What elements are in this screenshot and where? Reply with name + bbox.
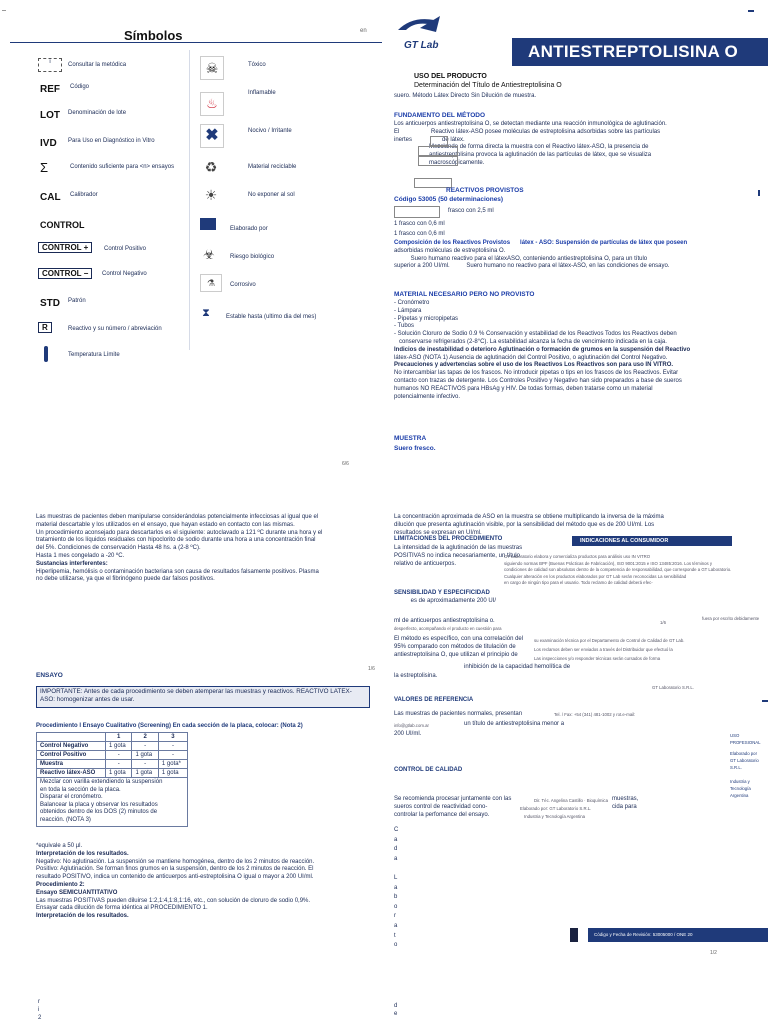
- table-cell: 1 gota: [106, 742, 132, 751]
- table-header: 3: [158, 733, 187, 742]
- frasco-2: 1 frasco con 0,6 ml: [394, 221, 445, 227]
- table-header-row: [37, 733, 188, 742]
- symbol-std-label: Patrón: [68, 298, 86, 304]
- factory-icon: [200, 218, 216, 230]
- muestras-intro: [36, 514, 376, 584]
- fund-line-5: macroscópicamente.: [394, 159, 485, 166]
- symbol-control-pos-code: CONTROL +: [38, 242, 92, 253]
- recycle-icon: ♻: [204, 159, 218, 175]
- gt-laboratorio-line: GT Laboratorio S.R.L.: [652, 685, 694, 690]
- uso-title: USO DEL PRODUCTO: [414, 73, 487, 80]
- symbols-panel: [0, 0, 384, 490]
- symbol-estable-label: Estable hasta (ultimo dia del mes): [226, 314, 317, 320]
- symbol-inflamable-label: Inflamable: [248, 90, 276, 96]
- comp-line-1: adsorbidas moléculas de estreptolisina O.: [394, 247, 506, 254]
- side-line: S.R.L.: [730, 765, 742, 770]
- symbol-elaborado-label: Elaborado por: [230, 226, 268, 232]
- accent-tick-side: [758, 190, 760, 196]
- flame-icon: ♨: [200, 92, 224, 116]
- dark-marker: [570, 928, 578, 942]
- table-cell: -: [106, 760, 132, 769]
- mini-page: 1/6: [660, 620, 666, 625]
- contact-line: Tel. / Fax: +54 (341) 481-1002 y rot.e-mail:: [554, 712, 636, 717]
- fund-line-4: antiestreptolisina provoca la aglutinación de las partículas de látex, que se visualiza: [394, 152, 652, 159]
- symbol-ivd-label: Para Uso en Diagnóstico in Vitro: [68, 138, 155, 144]
- calidad-line-0: Se recomienda procesar juntamente con las: [394, 796, 512, 802]
- after-line-9: Interpretación de los resultados.: [36, 913, 129, 920]
- mat-line-10: contacto con trazas de detergente. Los Controles Positivo y Negativo han sido preparados a base de sueros: [394, 377, 682, 384]
- table-header: 1: [106, 733, 132, 742]
- side-line: Argentina: [730, 793, 749, 798]
- fund-line-0: Los anticuerpos antiestreptolisina O, se detectan mediante una reacción inmunológica de aglutinación.: [394, 121, 667, 127]
- symbol-lot-label: Denominación de lote: [68, 110, 127, 116]
- corrosive-icon: ⚗: [200, 274, 222, 292]
- consumer-line-8: Las inspecciones y/o responder técnicas serán cursados de forma: [534, 656, 661, 661]
- intro-line-5: Hasta 1 mes congelado a -20 ºC.: [36, 552, 125, 559]
- uso-subtitle: Determinación del Título de Antiestreptolisina O: [414, 82, 562, 89]
- mat-line-3: - Tubos: [394, 323, 415, 330]
- footer-char: r: [38, 999, 40, 1005]
- symbol-lot-code: LOT: [40, 110, 60, 121]
- consumer-line-7: Los reclamos deben ser enviados a través del Distribuidor que efectuó la: [534, 647, 673, 652]
- table-cell: 1 gota: [132, 769, 158, 778]
- symbol-temp-label: Temperatura Límite: [68, 352, 120, 358]
- mat-line-1: - Lámpara: [394, 307, 422, 314]
- side-line: [730, 771, 766, 778]
- table-cell: -: [132, 742, 158, 751]
- consumidor-title: INDICACIONES AL CONSUMIDOR: [580, 538, 669, 544]
- after-line-0: *equivale a 50 µl.: [36, 843, 83, 849]
- bottom-left-panel: [0, 508, 384, 1024]
- symbol-ivd-code: IVD: [40, 138, 57, 149]
- elaborado-line: Elaborado por: GT Laboratorio S.R.L.: [520, 806, 592, 811]
- consumer-info-2: [394, 626, 694, 633]
- after-line-5: Procedimiento 2:: [36, 881, 85, 888]
- bottom-right-panel: [384, 508, 768, 1024]
- symbols-header-bar: [10, 26, 382, 43]
- table-cell: 1 gota: [106, 769, 132, 778]
- consumer-info: [504, 554, 734, 587]
- product-title: ANTIESTREPTOLISINA O: [528, 42, 739, 61]
- footer-chars-bl: [38, 998, 41, 1022]
- symbols-divider: [189, 50, 190, 350]
- fund-line-2: inertes de látex.: [394, 136, 465, 143]
- symbol-control-neg-label: Control Negativo: [102, 271, 147, 277]
- intro-line-0: Las muestras de pacientes deben manipularse considerándolas potencialmente infecciosas al igual que el: [36, 514, 319, 520]
- consumer-line-2: condiciones de calidad son absolutos dentro de la competencia de responsabilidad, que corresponde a GT Laboratorio.: [504, 567, 732, 572]
- table-cell: Muestra: [37, 760, 106, 769]
- vchar: o: [394, 903, 398, 910]
- comp-line-2: Suero humano reactivo para el látexASO, conteniendo antiestreptolisina O, para un título: [394, 255, 648, 262]
- fund-line-1: El Reactivo látex-ASO posee moléculas de estreptolisina adsorbidas sobre las partículas: [394, 128, 661, 135]
- side-line: USO PROFESIONAL: [730, 733, 761, 745]
- vchar: C: [394, 827, 399, 833]
- footer-char: e: [394, 1011, 398, 1017]
- muestra-title: MUESTRA: [394, 435, 427, 442]
- after-line-3: Positivo: Aglutinación. Se forman finos grumos en la suspensión, dentro de los 2 minutos de reacción. El: [36, 866, 314, 873]
- gt-lab-logo: [392, 10, 452, 54]
- anticuerpos-line: ml de anticuerpos antiestreptolisina o.: [394, 618, 495, 624]
- product-panel: [384, 0, 768, 490]
- after-line-8: Ensayar cada dilución de forma idéntica al PROCEDIMIENTO 1.: [36, 905, 208, 912]
- side-line: Industria y: [730, 779, 750, 784]
- consumer-info-3: [534, 636, 744, 663]
- table-row: [37, 742, 188, 751]
- consumer-line-0: GT Laboratorio elabora y comercializa productos para análisis uso IN VITRO: [504, 554, 651, 559]
- sun-icon: ☀: [204, 187, 218, 203]
- after-line-2: Negativo: No aglutinación. La suspensión se mantiene homogénea, dentro de los 2 minutos de reacción.: [36, 858, 315, 865]
- frasco-1: frasco con 2,5 ml: [448, 208, 494, 214]
- intro-line-7: Hiperlipemia, hemólisis o contaminación bacteriana son causa de resultados falsamente positivos. Plasma: [36, 568, 319, 575]
- valores-line-0: Las muestras de pacientes normales, presentan: [394, 711, 523, 717]
- symbol-control-neg-code: CONTROL −: [38, 268, 92, 279]
- page-number-br: 1/2: [710, 950, 717, 956]
- mat-line-0: - Cronómetro: [394, 300, 430, 306]
- symbol-sol-label: No exponer al sol: [248, 192, 295, 198]
- email-line: info@gtlab.com.ar: [394, 723, 429, 728]
- uso-text: suero. Método Látex Directo Sin Dilución de muestra.: [394, 93, 537, 99]
- calidad-right-1: cida para: [612, 804, 637, 810]
- side-line: GT Laboratorio: [730, 758, 759, 763]
- table-cell: Control Negativo: [37, 742, 106, 751]
- logo-text: GT Lab: [404, 40, 439, 51]
- note-line-2: Disparar el cronómetro.: [40, 794, 103, 801]
- left-edge-mark: [2, 10, 6, 11]
- thermometer-icon: [44, 346, 48, 362]
- mat-line-8: Precauciones y advertencias sobre el uso de los Reactivos Los Reactivos son para uso IN VITRO.: [394, 362, 674, 369]
- material-title: MATERIAL NECESARIO PERO NO PROVISTO: [394, 291, 535, 298]
- conc-line-1: dilución que presenta aglutinación visible, por la sensibilidad del método que es de 200 UI/ml. Los: [394, 521, 655, 528]
- material-text: [394, 300, 762, 401]
- note-line-0: Mezclar con varilla extendiendo la suspensión: [40, 779, 163, 785]
- vchar: t: [394, 932, 396, 939]
- symbol-ref-label: Código: [70, 84, 90, 90]
- symbol-control-code: CONTROL: [40, 220, 85, 230]
- vchar: a: [394, 855, 398, 862]
- limit-line-1: POSITIVAS no indica necesariamente, un título: [394, 552, 520, 559]
- muestra-subtitle: Suero fresco.: [394, 445, 436, 452]
- revision-text: Código y Fecha de Revisión: 53005000 / ONE 20: [594, 932, 693, 937]
- consumer-line-4: en cargo de ningún tipo para el usuario. Todo reclamo de calidad deberá efec-: [504, 580, 653, 585]
- mat-line-6: Indicios de inestabilidad o deterioro Aglutinación o formación de grumos en la suspensión del Reactivo: [394, 346, 691, 353]
- note-line-5: reacción. (NOTA 3): [40, 816, 91, 823]
- valores-line-2: 200 UI/ml.: [394, 731, 422, 737]
- consumer-line-3: Cualquier alteración en los productos elaborados por GT Lab serán reconocidas La sensibilidad: [504, 573, 687, 579]
- symbol-r-code: R: [38, 322, 52, 333]
- footer-chars-br: [394, 1002, 397, 1018]
- after-line-1: Interpretación de los resultados.: [36, 850, 129, 857]
- mat-line-11: humanos NO REACTIVOS para HBsAg y HIV. De todas formas, deben tratarse como un material: [394, 385, 653, 392]
- limitaciones-title: LIMITACIONES DEL PROCEDIMIENTO: [394, 536, 503, 542]
- sensibilidad-value: es de aproximadamente 200 UI/: [394, 598, 497, 604]
- vchar: d: [394, 846, 398, 853]
- ensayo-title: ENSAYO: [36, 672, 63, 679]
- table-cell: Control Positivo: [37, 751, 106, 760]
- table-cell: 1 gota*: [158, 760, 187, 769]
- note-line-4: obtenidos dentro de los DOS (2) minutos de: [40, 809, 158, 816]
- vchar: L: [394, 874, 398, 881]
- symbol-biologico-label: Riesgo biológico: [230, 254, 275, 260]
- table-row: [37, 760, 188, 769]
- mat-line-7: látex-ASO (NOTA 1) Ausencia de aglutinación del Control Positivo, o aglutinación del Control Negativo.: [394, 354, 668, 361]
- concentracion-text: [394, 514, 736, 537]
- conc-line-2: resultados se expresan en UI/ml.: [394, 529, 482, 536]
- control-box-c: [418, 156, 458, 166]
- skull-icon: ☠: [200, 56, 224, 80]
- symbol-std-code: STD: [40, 298, 60, 309]
- table-header: 2: [132, 733, 158, 742]
- after-line-4: resultado POSITIVO, indica un contenido de anticuerpos anti-estreptolisina O igual o mayor a 200 UI/ml.: [36, 874, 314, 881]
- symbol-toxico-label: Tóxico: [248, 62, 266, 68]
- intro-line-8: no debe utilizarse, ya que el fibrinógeno puede dar falsos positivos.: [36, 576, 215, 583]
- symbol-cal-code: CAL: [40, 192, 61, 203]
- footer-char: d: [394, 1003, 398, 1009]
- corner-text: en: [360, 28, 367, 34]
- footer-char: 2: [38, 1015, 42, 1021]
- x-cross-icon: ✖: [200, 124, 224, 148]
- limit-line-0: La intensidad de la aglutinación de las muestras: [394, 545, 523, 551]
- consumer-line-6: su examinación técnica por el Departamento de Control de Calidad de GT Lab.: [534, 638, 685, 643]
- intro-line-2: Un procedimiento aconsejado para descartarlos es el siguiente: autoclavado a 121 ºC durante una hora y el: [36, 529, 323, 536]
- symbol-r-label: Reactivo y su número / abreviación: [68, 326, 162, 332]
- mat-line-2: - Pipetas y micropipetas: [394, 315, 459, 322]
- proc1-title: Procedimiento I Ensayo Cualitativo (Screening) En cada sección de la placa, colocar: (Nota 2): [36, 723, 303, 729]
- side-line: Elaborado por: [730, 751, 757, 756]
- table-cell: Reactivo látex-ASO: [37, 769, 106, 778]
- importante-box: [36, 686, 370, 708]
- table-cell: -: [132, 760, 158, 769]
- consumer-line-5: desperfecto, acompañando el producto en cuestión para: [394, 626, 502, 631]
- conc-line-0: La concentración aproximada de ASO en la muestra se obtiene multiplicando la inversa de la máxima: [394, 514, 664, 520]
- control-box-b: [418, 146, 458, 156]
- calidad-line-1: sueros control de reactividad cono-: [394, 803, 488, 810]
- table-row: [37, 751, 188, 760]
- reagent-box: [394, 206, 440, 218]
- metodo-line-0: El método es específico, con una correlación del: [394, 636, 524, 642]
- calidad-line-2: controlar la perfomance del ensayo.: [394, 811, 490, 818]
- side-accent-mark: [762, 700, 768, 702]
- sigma-icon: Σ: [40, 160, 49, 175]
- metodo-line-2: antiestreptolisina O, que utilizan el principio de: [394, 651, 518, 658]
- fundamento-title: FUNDAMENTO DEL MÉTODO: [394, 112, 486, 119]
- vchar: a: [394, 836, 398, 843]
- sensibilidad-title: SENSIBILIDAD Y ESPECIFICIDAD: [394, 590, 490, 596]
- calidad-title: CONTROL DE CALIDAD: [394, 767, 463, 773]
- table-note: [37, 778, 188, 827]
- mat-line-5: conservarse refrigerados (2-8°C). La estabilidad alcanza la fecha de vencimiento indicada en la caja.: [394, 338, 667, 345]
- note-line-1: en toda la sección de la placa.: [40, 786, 121, 793]
- symbol-label: Consultar la metódica: [68, 62, 127, 68]
- procedure-table: [36, 732, 188, 827]
- vchar: o: [394, 942, 398, 949]
- after-line-6: Ensayo SEMICUANTITATIVO: [36, 889, 118, 896]
- mat-line-9: No intercambiar las tapas de los frascos. No introducir pipetas o tips en los frascos de los Reactivos. Evitar: [394, 370, 679, 377]
- footer-char: i: [38, 1007, 40, 1013]
- note-line-3: Balancear la placa y observar los resultados: [40, 801, 158, 808]
- page-number: 6/6: [342, 461, 349, 467]
- fund-line-3: Mezclando de forma directa la muestra con el Reactivo látex-ASO, la presencia de: [394, 144, 649, 151]
- intro-line-3: tratamiento de los líquidos residuales con hipoclorito de sodio durante una hora a una concentración final: [36, 537, 316, 544]
- vertical-cada-laboratorio: [394, 826, 398, 951]
- vchar: b: [394, 894, 398, 901]
- biohazard-icon: ☣: [203, 247, 215, 262]
- calidad-text: [394, 796, 514, 819]
- symbol-sigma-label: Contenido suficiente para <n> ensayos: [70, 164, 175, 170]
- table-cell: 1 gota: [158, 769, 187, 778]
- valores-line-1: un título de antiestreptolisina menor a: [464, 721, 565, 727]
- consumer-line-1: siguiendo normas BPF (Buenas Prácticas de Fabricación), ISO 9001:2015 e ISO 13485:2016. Los términos y: [504, 560, 713, 566]
- metodo-line-1: 95% comparado con métodos de titulación de: [394, 643, 516, 650]
- side-note: fuera por escrito debidamente: [702, 616, 760, 621]
- after-line-7: Las muestras POSITIVAS pueden diluirse 1:2,1:4,1:8,1:16, etc., con solución de cloruro de sodio 0,9%.: [36, 897, 311, 904]
- comp-line-0: Composición de los Reactivos Provistos látex - ASO: Suspensión de partículas de látex que poseen: [394, 240, 688, 246]
- intro-line-6: Sustancias interferentes:: [36, 560, 108, 567]
- symbol-corrosivo-label: Corrosivo: [230, 282, 256, 288]
- symbol-ref-code: REF: [40, 84, 60, 95]
- table-cell: 1 gota: [132, 751, 158, 760]
- table-note-row: [37, 778, 188, 827]
- page-number-bl: 1/6: [368, 666, 375, 672]
- symbol-control-pos-label: Control Positivo: [104, 246, 147, 252]
- hourglass-icon: ⧗: [202, 307, 210, 319]
- industria-line: Industria y Tecnología Argentina: [524, 814, 586, 819]
- intro-line-4: del 5%. Condiciones de conservación Hasta 48 hs. a (2-8 ºC).: [36, 545, 201, 552]
- table-cell: -: [106, 751, 132, 760]
- symbols-title: Símbolos: [124, 28, 183, 43]
- comp-line-3: superior a 200 UI/ml. Suero humano no reactivo para el látex-ASO, en las condiciones de ensayo.: [394, 263, 670, 270]
- inhibicion-line: inhibición de la capacidad hemolítica de: [464, 664, 571, 670]
- vchar: [394, 864, 398, 874]
- reactivos-title: REACTIVOS PROVISTOS: [446, 187, 524, 194]
- intro-line-1: material descartable y los utilizados en el ensayo, que hayan estado en contacto con las mismas.: [36, 521, 295, 528]
- table-cell: -: [158, 742, 187, 751]
- vchar: a: [394, 922, 398, 929]
- table-row: [37, 769, 188, 778]
- frasco-3: 1 frasco con 0,6 ml: [394, 231, 445, 237]
- symbol-cal-label: Calibrador: [70, 192, 98, 198]
- symbol-reciclable-label: Material reciclable: [248, 164, 297, 170]
- composicion-text: [394, 240, 762, 271]
- mat-line-4: - Solución Cloruro de Sodio 0.9 % Conservación y estabilidad de los Reactivos Todos los Reactivos deben: [394, 331, 677, 338]
- side-info-block: [730, 732, 766, 799]
- book-info-icon: i: [38, 58, 62, 72]
- side-line: Tecnología: [730, 786, 751, 791]
- symbol-nocivo-label: Nocivo / Irritante: [248, 128, 292, 134]
- importante-text: IMPORTANTE: Antes de cada procedimiento se deben atemperar las muestras y reactivos. REACTIVO LATEX- ASO: homogenizar antes de usar.: [40, 688, 352, 703]
- calidad-right-0: muestras,: [612, 796, 639, 802]
- limit-line-2: relativo de anticuerpos.: [394, 560, 457, 567]
- results-text: [36, 843, 376, 921]
- table-header: [37, 733, 106, 742]
- vchar: a: [394, 884, 398, 891]
- table-cell: -: [158, 751, 187, 760]
- control-box-a: [430, 136, 448, 146]
- accent-tick-top: [748, 10, 754, 12]
- estreptolisina-line: la estreptolisina.: [394, 673, 438, 679]
- mat-line-12: potencialmente infectivo.: [394, 393, 461, 400]
- director-line: Dir. Téc. Angelina Castillo · Bioquímica: [534, 798, 608, 803]
- vchar: r: [394, 913, 396, 920]
- codigo-line: Código 53005 (50 determinaciones): [394, 196, 504, 203]
- valores-title: VALORES DE REFERENCIA: [394, 697, 474, 703]
